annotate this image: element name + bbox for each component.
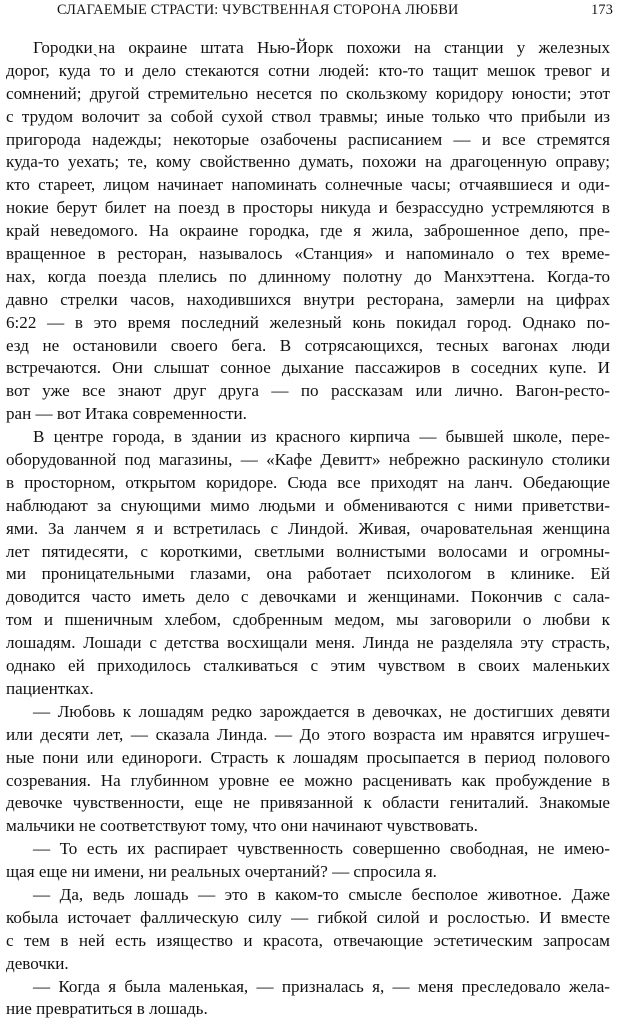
text-line: наблюдают за снующими мимо людьми и обмениваются с ними приветстви- [6, 495, 610, 515]
text-line: созревания. На глубинном уровне ее можно расценивать как пробуждение в [6, 770, 610, 790]
text-line: или десяти лет, — сказала Линда. — До этого возраста им нравятся игрушеч- [6, 724, 610, 744]
text-line: пригорода надежды; некоторые озабочены расписанием — и все стремятся [6, 129, 610, 149]
text-line: ями. За ланчем я и встретилась с Линдой. Живая, очаровательная женщина [6, 518, 610, 538]
text-line: кто стареет, лицом начинает напоминать солнечные часы; отчаявшиеся и оди- [6, 175, 610, 195]
body-text [6, 37, 610, 1021]
text-line: езд не остановили своего бега. В сотрясающихся, тесных вагонах люди [6, 335, 610, 355]
text-line: край неведомого. На окраине городка, где я жила, заброшенное депо, пре- [6, 221, 610, 241]
text-line: вращенное в ресторан, называлось «Станция» и напоминало о тех време- [6, 244, 610, 264]
text-line: лошадям. Лошади с детства восхищали меня. Линда не разделяла эту страсть, [6, 633, 610, 653]
text-line: — Да, ведь лошадь — это в каком-то смысле бесполое животное. Даже [33, 884, 610, 904]
text-line: ние превратиться в лошадь. [6, 999, 208, 1019]
text-line: кобыла источает фаллическую силу — гибкой силой и рослостью. И вместе [6, 907, 610, 927]
running-head-title: СЛАГАЕМЫЕ СТРАСТИ: ЧУВСТВЕННАЯ СТОРОНА ЛЮБВИ [57, 2, 459, 18]
text-line: Городкиˎна окраине штата Нью-Йорк похожи на станции у железных [33, 38, 610, 57]
text-line: том и пшеничным хлебом, сдобренным медом, мы заговорили о любви к [6, 610, 610, 630]
text-line: ные пони или единороги. Страсть к лошадям просыпается в период полового [6, 747, 610, 767]
text-line: дорог, куда то и дело стекаются сотни людей: кто-то тащит мешок тревог и [6, 60, 610, 80]
text-line: — То есть их распирает чувственность совершенно свободная, не имею- [33, 839, 610, 859]
text-line: однако ей приходилось сталкиваться с этим чувством в своих маленьких [6, 656, 610, 676]
page-number: 173 [591, 2, 613, 18]
text-line: в просторном, открытом коридоре. Сюда все приходят на ланч. Обедающие [6, 472, 610, 492]
text-line: девочке чувственности, еще не привязанной к области гениталий. Знакомые [6, 793, 610, 813]
text-line: встречаются. Они слышат сонное дыхание пассажиров в соседних купе. И [6, 358, 610, 378]
text-line: нах, когда поезда плелись по длинному полотну до Манхэттена. Когда-то [6, 266, 610, 286]
text-line: лет пятидесяти, с короткими, светлыми волнистыми волосами и огромны- [6, 541, 610, 561]
text-line: с трудом волочит за собой сухой ствол травмы; иные только что прибыли из [6, 106, 610, 126]
text-line: с тем в ней есть изящество и красота, отвечающие эстетическим запросам [6, 930, 610, 950]
text-line: щая еще ни имени, ни реальных очертаний? — спросила я. [6, 862, 437, 882]
text-line: — Когда я была маленькая, — призналась я, — меня преследовало жела- [33, 976, 610, 996]
text-line: 6:22 — в это время последний железный конь покидал город. Однако по- [6, 312, 610, 332]
text-line: оборудованной под магазины, — «Кафе Девитт» небрежно раскинуло столики [6, 450, 610, 470]
text-line: — Любовь к лошадям редко зарождается в девочках, не достигших девяти [33, 701, 610, 721]
text-line: сомнений; другой стремительно несется по скользкому коридору юности; этот [6, 83, 610, 103]
text-line: девочки. [6, 953, 69, 973]
text-line: давно стрелки часов, находившихся внутри ресторана, замерли на цифрах [6, 289, 610, 309]
text-line: вот уже все знают друг друга — по рассказам или лично. Вагон-ресто- [6, 381, 610, 401]
text-line: куда-то уехать; те, кому свойственно думать, похожи на драгоценную оправу; [6, 152, 610, 172]
text-line: ран — вот Итака современности. [6, 404, 247, 424]
text-line: ми проницательными глазами, она работает психологом в клинике. Ей [6, 564, 610, 584]
text-line: пациентках. [6, 678, 94, 698]
text-line: нокие берут билет на поезд в просторы никуда и безрассудно устремляются в [6, 198, 610, 218]
running-head [57, 2, 613, 22]
text-line: доводится часто иметь дело с девочками и женщинами. Покончив с сала- [6, 587, 610, 607]
text-line: мальчики не соответствуют тому, что они начинают чувствовать. [6, 816, 478, 836]
text-line: В центре города, в здании из красного кирпича — бывшей школе, пере- [33, 427, 610, 447]
